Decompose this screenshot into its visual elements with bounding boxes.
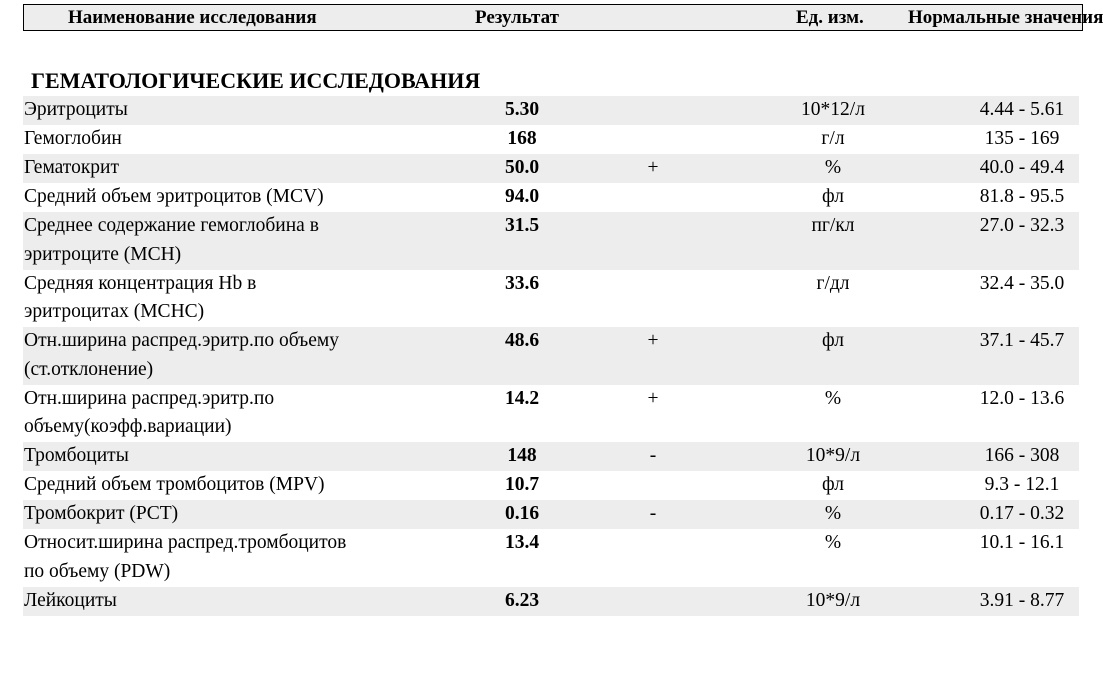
header-normal-values: Нормальные значения	[908, 7, 1103, 28]
table-row	[23, 125, 1079, 154]
result-value-cell: 94.0	[504, 186, 540, 207]
test-name-cell: Средняя концентрация Hb в эритроцитах (MCHC)	[24, 272, 257, 323]
table-row	[23, 471, 1079, 500]
results-table-body	[23, 96, 1079, 616]
normal-range-cell: 37.1 - 45.7	[979, 330, 1065, 351]
test-name-cell: Отн.ширина распред.эритр.по объему(коэфф.вариации)	[24, 387, 275, 438]
table-row	[23, 529, 1079, 587]
header-result: Результат	[475, 7, 559, 28]
test-name-cell: Тромбокрит (PCT)	[24, 503, 179, 524]
result-value-cell: 6.23	[504, 589, 540, 611]
units-cell: пг/кл	[811, 215, 855, 236]
test-name-cell: Относит.ширина распред.тромбоцитов по объему (PDW)	[24, 532, 347, 582]
table-row	[23, 327, 1079, 385]
units-cell: г/дл	[816, 272, 850, 294]
result-value-cell: 13.4	[504, 532, 540, 553]
normal-range-cell: 9.3 - 12.1	[984, 474, 1060, 495]
units-cell: %	[824, 532, 842, 553]
test-name-cell: Среднее содержание гемоглобина в эритроците (MCH)	[24, 215, 319, 265]
header-units: Ед. изм.	[796, 7, 864, 28]
normal-range-cell: 12.0 - 13.6	[979, 387, 1065, 409]
normal-range-cell: 40.0 - 49.4	[979, 157, 1065, 178]
deviation-flag-cell: -	[649, 503, 657, 524]
normal-range-cell: 0.17 - 0.32	[979, 503, 1065, 524]
test-name-cell: Гемоглобин	[24, 128, 122, 149]
normal-range-cell: 3.91 - 8.77	[979, 589, 1065, 611]
deviation-flag-cell: +	[647, 157, 659, 178]
test-name-cell: Отн.ширина распред.эритр.по объему (ст.отклонение)	[24, 330, 339, 380]
header-test-name: Наименование исследования	[68, 7, 317, 28]
result-value-cell: 5.30	[504, 99, 540, 120]
result-value-cell: 148	[507, 445, 537, 466]
normal-range-cell: 81.8 - 95.5	[979, 186, 1065, 207]
test-name-cell: Лейкоциты	[24, 589, 117, 611]
result-value-cell: 14.2	[504, 387, 540, 409]
units-cell: фл	[822, 330, 844, 351]
table-row	[23, 154, 1079, 183]
result-value-cell: 168	[507, 128, 537, 149]
table-row	[23, 385, 1079, 443]
units-cell: фл	[822, 474, 844, 495]
section-title: ГЕМАТОЛОГИЧЕСКИЕ ИССЛЕДОВАНИЯ	[31, 68, 481, 93]
normal-range-cell: 10.1 - 16.1	[979, 532, 1065, 553]
table-row	[23, 587, 1079, 616]
deviation-flag-cell: +	[647, 330, 659, 351]
deviation-flag-cell: +	[647, 387, 659, 409]
test-name-cell: Средний объем эритроцитов (MCV)	[24, 186, 324, 207]
units-cell: %	[824, 157, 842, 178]
test-name-cell: Средний объем тромбоцитов (MPV)	[24, 474, 325, 495]
table-row	[23, 270, 1079, 328]
result-value-cell: 0.16	[504, 503, 540, 524]
result-value-cell: 31.5	[504, 215, 540, 236]
normal-range-cell: 32.4 - 35.0	[979, 272, 1065, 294]
deviation-flag-cell: -	[649, 445, 657, 466]
normal-range-cell: 27.0 - 32.3	[979, 215, 1065, 236]
normal-range-cell: 4.44 - 5.61	[979, 99, 1065, 120]
units-cell: %	[824, 387, 842, 409]
table-header	[23, 4, 1103, 31]
result-value-cell: 48.6	[504, 330, 540, 351]
test-name-cell: Эритроциты	[24, 99, 128, 120]
units-cell: г/л	[821, 128, 845, 149]
test-name-cell: Гематокрит	[24, 157, 119, 178]
units-cell: 10*9/л	[805, 589, 861, 611]
units-cell: %	[824, 503, 842, 524]
result-value-cell: 10.7	[504, 474, 540, 495]
test-name-cell: Тромбоциты	[24, 445, 129, 466]
normal-range-cell: 135 - 169	[984, 128, 1060, 149]
units-cell: фл	[822, 186, 844, 207]
result-value-cell: 33.6	[504, 272, 540, 294]
result-value-cell: 50.0	[504, 157, 540, 178]
table-row	[23, 442, 1079, 471]
table-row	[23, 500, 1079, 529]
units-cell: 10*9/л	[805, 445, 861, 466]
table-row	[23, 96, 1079, 125]
normal-range-cell: 166 - 308	[984, 445, 1060, 466]
units-cell: 10*12/л	[801, 99, 865, 120]
table-row	[23, 212, 1079, 270]
table-row	[23, 183, 1079, 212]
